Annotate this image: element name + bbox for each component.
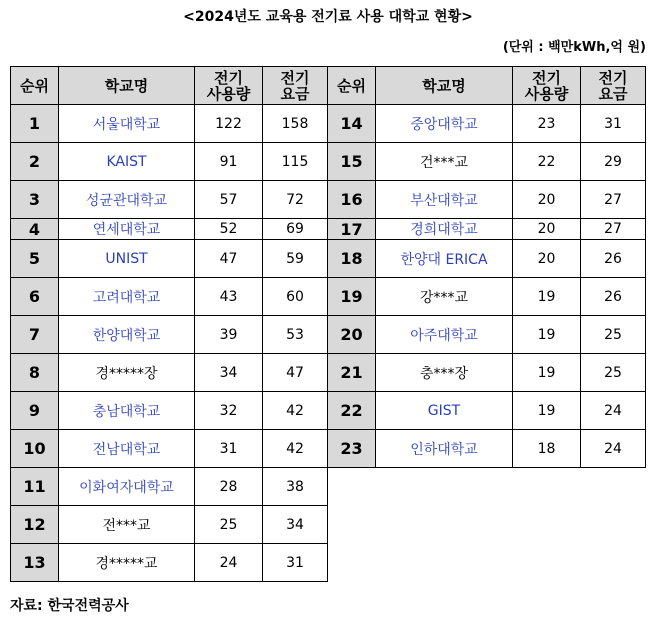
- fee-cell: 53: [263, 316, 328, 354]
- header-fee: 전기 요금: [263, 67, 328, 105]
- header-usage: 전기 사용량: [513, 67, 581, 105]
- rank-cell: 6: [11, 278, 59, 316]
- fee-cell: 25: [581, 354, 646, 392]
- rank-cell: 15: [328, 143, 376, 181]
- usage-cell: 47: [195, 240, 263, 278]
- fee-cell: 27: [581, 219, 646, 240]
- fee-cell: 42: [263, 392, 328, 430]
- fee-cell: 25: [581, 316, 646, 354]
- school-cell: 인하대학교: [376, 430, 513, 468]
- fee-cell: 47: [263, 354, 328, 392]
- fee-cell: 26: [581, 240, 646, 278]
- usage-cell: 20: [513, 219, 581, 240]
- table-row: [11, 430, 328, 468]
- table-row: [328, 219, 646, 240]
- right-table: [327, 66, 646, 468]
- rank-cell: 16: [328, 181, 376, 219]
- school-cell: 한양대학교: [59, 316, 195, 354]
- table-row: [11, 219, 328, 240]
- table-row: [328, 316, 646, 354]
- school-cell: 부산대학교: [376, 181, 513, 219]
- usage-cell: 23: [513, 105, 581, 143]
- school-cell: 경*****장: [59, 354, 195, 392]
- table-row: [328, 430, 646, 468]
- usage-cell: 19: [513, 354, 581, 392]
- school-cell: KAIST: [59, 143, 195, 181]
- school-cell: 건***교: [376, 143, 513, 181]
- table-row: [11, 468, 328, 506]
- rank-cell: 23: [328, 430, 376, 468]
- table-row: [328, 143, 646, 181]
- table-row: [328, 181, 646, 219]
- rank-cell: 8: [11, 354, 59, 392]
- usage-cell: 24: [195, 544, 263, 582]
- usage-cell: 18: [513, 430, 581, 468]
- fee-cell: 38: [263, 468, 328, 506]
- rank-cell: 3: [11, 181, 59, 219]
- school-cell: 연세대학교: [59, 219, 195, 240]
- usage-cell: 52: [195, 219, 263, 240]
- header-fee: 전기 요금: [581, 67, 646, 105]
- table-row: [328, 392, 646, 430]
- rank-cell: 7: [11, 316, 59, 354]
- table-row: [11, 181, 328, 219]
- header-rank: 순위: [328, 67, 376, 105]
- school-cell: 이화여자대학교: [59, 468, 195, 506]
- usage-cell: 57: [195, 181, 263, 219]
- table-row: [11, 105, 328, 143]
- fee-cell: 69: [263, 219, 328, 240]
- school-cell: 충***장: [376, 354, 513, 392]
- usage-cell: 28: [195, 468, 263, 506]
- page-title: <2024년도 교육용 전기료 사용 대학교 현황>: [183, 9, 473, 25]
- fee-cell: 26: [581, 278, 646, 316]
- fee-cell: 31: [581, 105, 646, 143]
- school-cell: 중앙대학교: [376, 105, 513, 143]
- rank-cell: 19: [328, 278, 376, 316]
- school-cell: 강***교: [376, 278, 513, 316]
- fee-cell: 27: [581, 181, 646, 219]
- table-row: [11, 316, 328, 354]
- fee-cell: 34: [263, 506, 328, 544]
- fee-cell: 24: [581, 430, 646, 468]
- fee-cell: 115: [263, 143, 328, 181]
- table-row: [11, 143, 328, 181]
- usage-cell: 22: [513, 143, 581, 181]
- fee-cell: 60: [263, 278, 328, 316]
- rank-cell: 18: [328, 240, 376, 278]
- school-cell: UNIST: [59, 240, 195, 278]
- table-row: [11, 506, 328, 544]
- school-cell: 아주대학교: [376, 316, 513, 354]
- rank-cell: 9: [11, 392, 59, 430]
- fee-cell: 24: [581, 392, 646, 430]
- source-note: 자료: 한국전력공사: [10, 598, 129, 614]
- usage-cell: 122: [195, 105, 263, 143]
- rank-cell: 2: [11, 143, 59, 181]
- table-row: [328, 354, 646, 392]
- school-cell: 경*****교: [59, 544, 195, 582]
- usage-cell: 91: [195, 143, 263, 181]
- left-table: [10, 66, 328, 582]
- rank-cell: 12: [11, 506, 59, 544]
- table-row: [11, 354, 328, 392]
- fee-cell: 31: [263, 544, 328, 582]
- rank-cell: 13: [11, 544, 59, 582]
- table-row: [11, 392, 328, 430]
- usage-cell: 31: [195, 430, 263, 468]
- header-usage: 전기 사용량: [195, 67, 263, 105]
- usage-cell: 19: [513, 316, 581, 354]
- rank-cell: 5: [11, 240, 59, 278]
- school-cell: 경희대학교: [376, 219, 513, 240]
- usage-cell: 43: [195, 278, 263, 316]
- usage-cell: 34: [195, 354, 263, 392]
- rank-cell: 4: [11, 219, 59, 240]
- school-cell: 고려대학교: [59, 278, 195, 316]
- usage-cell: 19: [513, 278, 581, 316]
- rank-cell: 22: [328, 392, 376, 430]
- school-cell: 서울대학교: [59, 105, 195, 143]
- school-cell: 한양대 ERICA: [376, 240, 513, 278]
- usage-cell: 20: [513, 240, 581, 278]
- rank-cell: 17: [328, 219, 376, 240]
- school-cell: 전남대학교: [59, 430, 195, 468]
- school-cell: 성균관대학교: [59, 181, 195, 219]
- rank-cell: 11: [11, 468, 59, 506]
- rank-cell: 21: [328, 354, 376, 392]
- table-row: [328, 278, 646, 316]
- header-school: 학교명: [376, 67, 513, 105]
- school-cell: 전***교: [59, 506, 195, 544]
- rank-cell: 20: [328, 316, 376, 354]
- table-row: [328, 240, 646, 278]
- usage-cell: 19: [513, 392, 581, 430]
- rank-cell: 10: [11, 430, 59, 468]
- fee-cell: 59: [263, 240, 328, 278]
- table-row: [328, 105, 646, 143]
- table-row: [11, 278, 328, 316]
- fee-cell: 158: [263, 105, 328, 143]
- rank-cell: 1: [11, 105, 59, 143]
- table-row: [11, 544, 328, 582]
- fee-cell: 72: [263, 181, 328, 219]
- fee-cell: 29: [581, 143, 646, 181]
- school-cell: GIST: [376, 392, 513, 430]
- usage-cell: 25: [195, 506, 263, 544]
- usage-cell: 39: [195, 316, 263, 354]
- fee-cell: 42: [263, 430, 328, 468]
- school-cell: 충남대학교: [59, 392, 195, 430]
- usage-cell: 32: [195, 392, 263, 430]
- unit-note: (단위 : 백만kWh,억 원): [502, 40, 646, 55]
- rank-cell: 14: [328, 105, 376, 143]
- header-rank: 순위: [11, 67, 59, 105]
- header-school: 학교명: [59, 67, 195, 105]
- table-row: [11, 240, 328, 278]
- usage-cell: 20: [513, 181, 581, 219]
